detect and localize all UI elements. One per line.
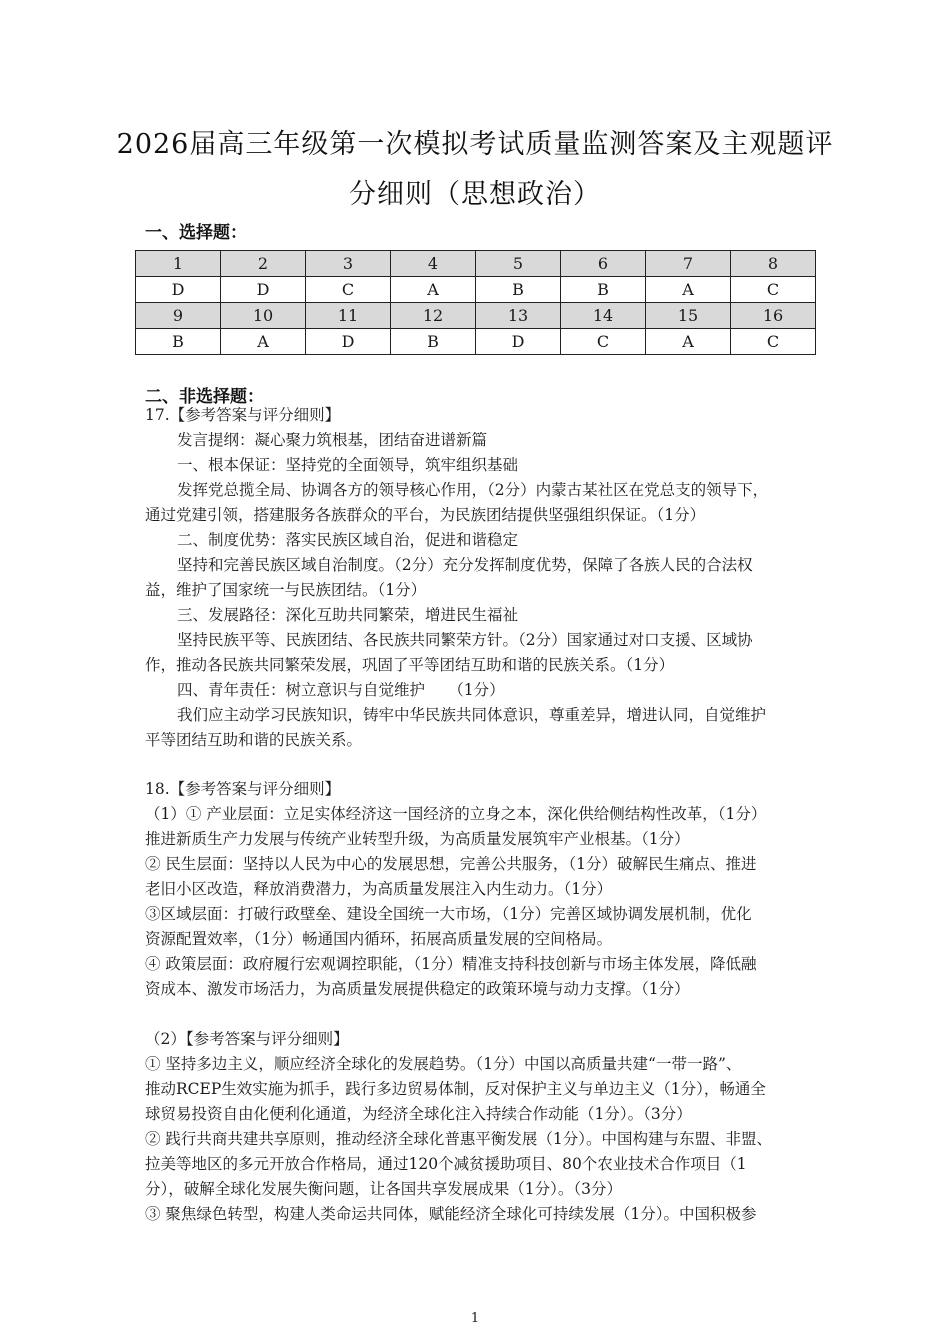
- body-line: ④ 政策层面：政府履行宏观调控职能，（1分）精准支持科技创新与市场主体发展，降低融: [145, 955, 757, 973]
- body-line: 坚持民族平等、民族团结、各民族共同繁荣方针。（2分）国家通过对口支援、区域协: [177, 631, 753, 649]
- answer-table: [135, 250, 816, 355]
- body-line: ② 民生层面：坚持以人民为中心的发展思想，完善公共服务，（1分）破解民生痛点、推进: [145, 855, 757, 873]
- question-number: 6: [561, 251, 646, 277]
- question-number: 12: [391, 303, 476, 329]
- answer-cell: C: [731, 329, 816, 355]
- body-line: 平等团结互助和谐的民族关系。: [145, 731, 363, 749]
- question-number: 10: [221, 303, 306, 329]
- body-line: 老旧小区改造，释放消费潜力，为高质量发展注入内生动力。（1分）: [145, 880, 613, 898]
- body-line: 发挥党总揽全局、协调各方的领导核心作用，（2分）内蒙古某社区在党总支的领导下，: [177, 481, 769, 499]
- answer-cell: A: [391, 277, 476, 303]
- answer-cell: C: [731, 277, 816, 303]
- answer-cell: B: [136, 329, 221, 355]
- body-line: 推进新质生产力发展与传统产业转型升级，为高质量发展筑牢产业根基。（1分）: [145, 830, 690, 848]
- answer-cell: B: [476, 277, 561, 303]
- answer-table-answer-row: [136, 329, 816, 355]
- question-number: 16: [731, 303, 816, 329]
- answer-cell: D: [221, 277, 306, 303]
- section-heading-nonchoice: 二、非选择题：: [145, 387, 264, 407]
- answer-cell: C: [561, 329, 646, 355]
- answer-cell: D: [306, 329, 391, 355]
- body-line: 三、发展路径：深化互助共同繁荣，增进民生福祉: [177, 606, 519, 624]
- body-line: 发言提纲：凝心聚力筑根基，团结奋进谱新篇: [177, 431, 488, 449]
- body-line: 坚持和完善民族区域自治制度。（2分）充分发挥制度优势，保障了各族人民的合法权: [177, 556, 753, 574]
- body-line: 分），破解全球化发展失衡问题，让各国共享发展成果（1分）。（3分）: [145, 1180, 622, 1198]
- body-line: ① 坚持多边主义，顺应经济全球化的发展趋势。（1分）中国以高质量共建“一带一路”、: [145, 1055, 742, 1073]
- body-line: 拉美等地区的多元开放合作格局，通过120个减贫援助项目、80个农业技术合作项目（1: [145, 1155, 747, 1173]
- question-number: 4: [391, 251, 476, 277]
- body-line: 二、制度优势：落实民族区域自治，促进和谐稳定: [177, 531, 519, 549]
- page-title-line-2: 分细则（思想政治）: [349, 179, 601, 210]
- question-number: 3: [306, 251, 391, 277]
- body-line: 益，维护了国家统一与民族团结。（1分）: [145, 581, 427, 599]
- body-line: ③区域层面：打破行政壁垒、建设全国统一大市场，（1分）完善区域协调发展机制，优化: [145, 905, 752, 923]
- question-number: 5: [476, 251, 561, 277]
- body-line: 作，推动各民族共同繁荣发展，巩固了平等团结互助和谐的民族关系。（1分）: [145, 656, 675, 674]
- answer-cell: D: [476, 329, 561, 355]
- q18-part2-heading: （2）【参考答案与评分细则】: [145, 1030, 349, 1048]
- question-number: 1: [136, 251, 221, 277]
- question-number: 8: [731, 251, 816, 277]
- q18-heading: 18.【参考答案与评分细则】: [145, 780, 341, 798]
- answer-cell: B: [391, 329, 476, 355]
- body-line: （1）① 产业层面：立足实体经济这一国经济的立身之本，深化供给侧结构性改革，（1分）: [145, 805, 767, 823]
- answer-cell: C: [306, 277, 391, 303]
- body-line: ③ 聚焦绿色转型，构建人类命运共同体，赋能经济全球化可持续发展（1分）。中国积极参: [145, 1205, 757, 1223]
- body-line: 球贸易投资自由化便利化通道，为经济全球化注入持续合作动能（1分）。（3分）: [145, 1105, 692, 1123]
- answer-table-number-row: [136, 251, 816, 277]
- body-line: 一、根本保证：坚持党的全面领导，筑牢组织基础: [177, 456, 519, 474]
- question-number: 9: [136, 303, 221, 329]
- body-line: 通过党建引领，搭建服务各族群众的平台，为民族团结提供坚强组织保证。（1分）: [145, 506, 706, 524]
- page-title-line-1: 2026届高三年级第一次模拟考试质量监测答案及主观题评: [116, 129, 834, 160]
- question-number: 2: [221, 251, 306, 277]
- body-line: 四、青年责任：树立意识与自觉维护 （1分）: [177, 681, 505, 699]
- body-line: 推动RCEP生效实施为抓手，践行多边贸易体制，反对保护主义与单边主义（1分），畅通全: [145, 1080, 766, 1098]
- section-heading-choice: 一、选择题：: [145, 223, 247, 243]
- question-number: 11: [306, 303, 391, 329]
- body-line: 资源配置效率，（1分）畅通国内循环，拓展高质量发展的空间格局。: [145, 930, 613, 948]
- answer-cell: A: [221, 329, 306, 355]
- question-number: 7: [646, 251, 731, 277]
- question-number: 15: [646, 303, 731, 329]
- answer-cell: A: [646, 277, 731, 303]
- page-number: 1: [470, 1311, 480, 1326]
- answer-cell: B: [561, 277, 646, 303]
- answer-cell: A: [646, 329, 731, 355]
- question-number: 13: [476, 303, 561, 329]
- body-line: ② 践行共商共建共享原则，推动经济全球化普惠平衡发展（1分）。中国构建与东盟、非盟、: [145, 1130, 773, 1148]
- body-line: 资成本、激发市场活力，为高质量发展提供稳定的政策环境与动力支撑。（1分）: [145, 980, 690, 998]
- answer-cell: D: [136, 277, 221, 303]
- answer-table-answer-row: [136, 277, 816, 303]
- answer-table-number-row: [136, 303, 816, 329]
- body-line: 我们应主动学习民族知识，铸牢中华民族共同体意识，尊重差异，增进认同，自觉维护: [177, 706, 767, 724]
- question-number: 14: [561, 303, 646, 329]
- q17-heading: 17.【参考答案与评分细则】: [145, 406, 341, 424]
